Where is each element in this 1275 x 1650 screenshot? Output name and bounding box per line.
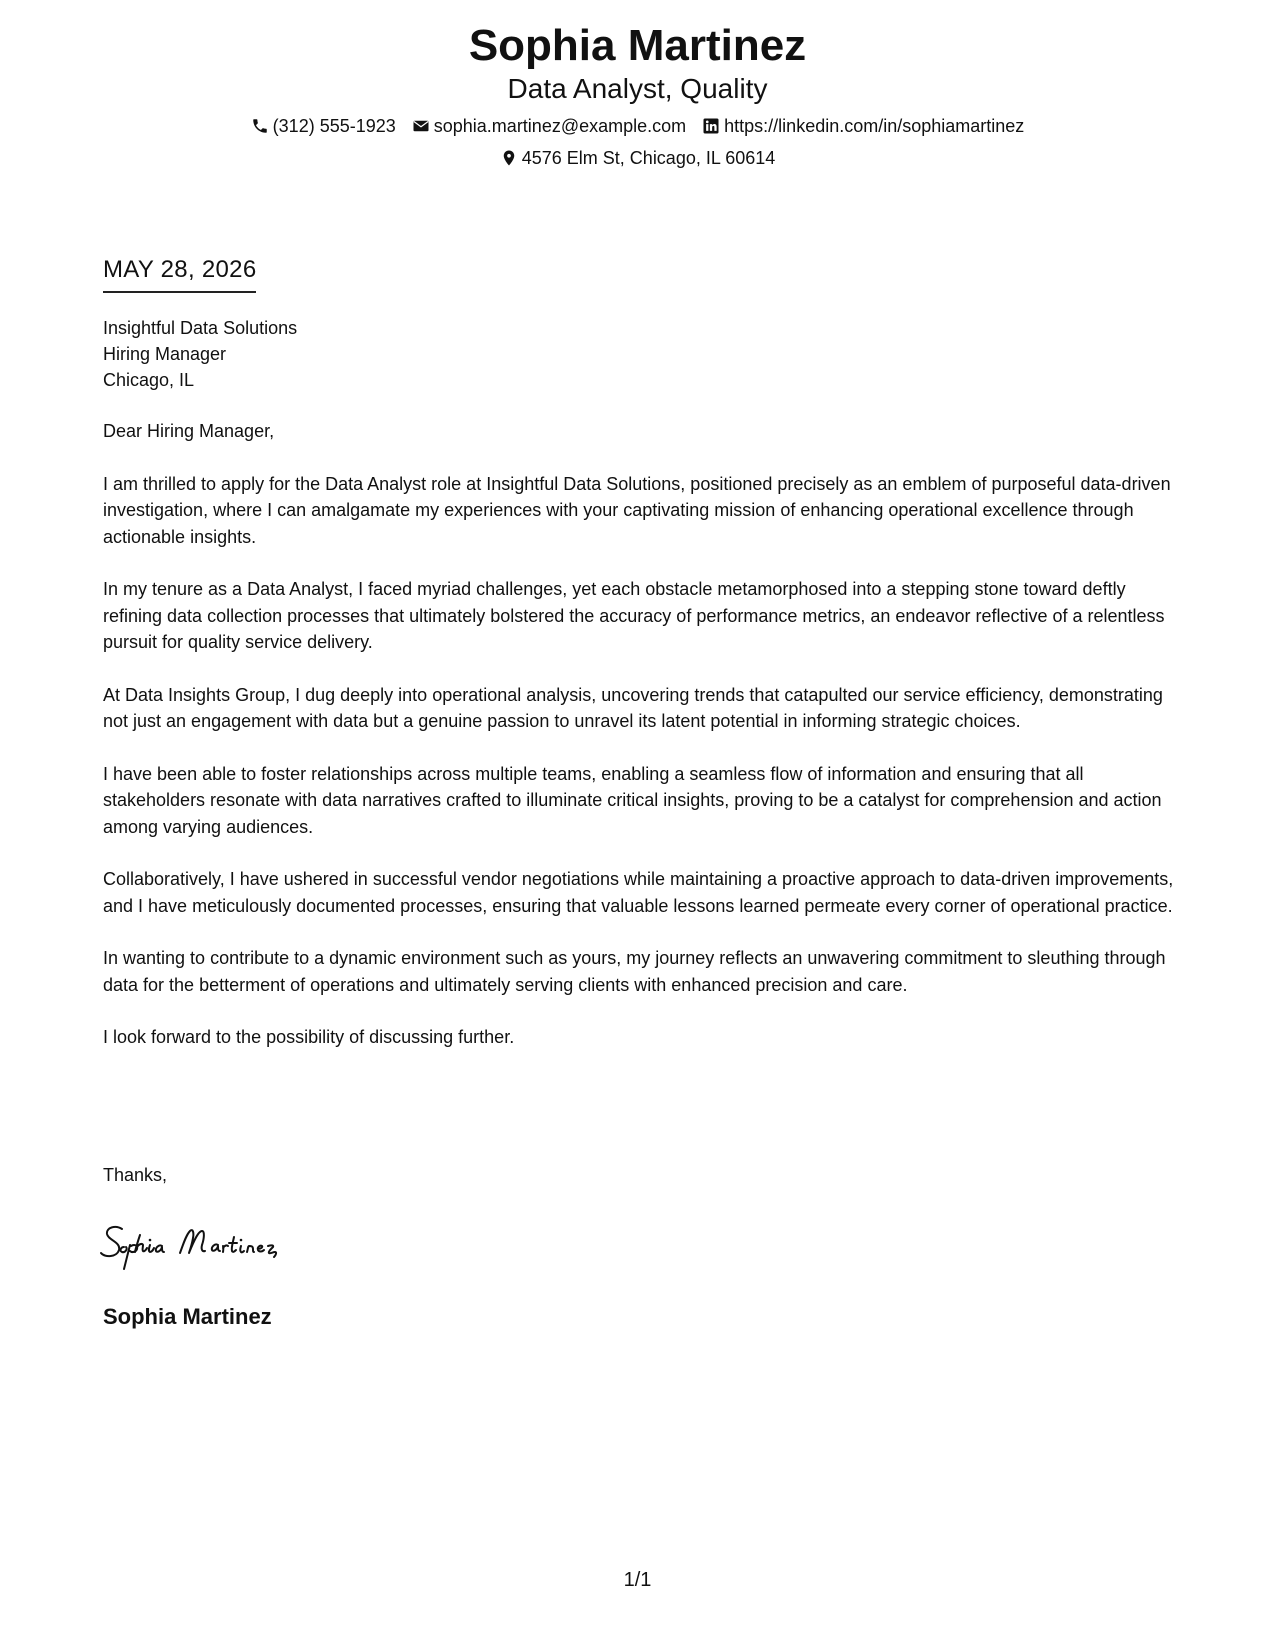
salutation: Dear Hiring Manager, <box>103 421 275 441</box>
contact-phone <box>251 114 396 138</box>
address-text: 4576 Elm St, Chicago, IL 60614 <box>521 148 776 168</box>
applicant-title: Data Analyst, Quality <box>507 73 768 104</box>
body-paragraph: I have been able to foster relationships across multiple teams, enabling a seamless flow of information and ensuring that all stakeholders resonate with data narratives crafted to illuminate critical insights, proving to be a catalyst for comprehension and action among varying audiences. <box>103 763 1162 837</box>
body-paragraph: In my tenure as a Data Analyst, I faced myriad challenges, yet each obstacle metamorphosed into a stepping stone toward deftly refining data collection processes that ultimately bolstered the accuracy of performance metrics, an endeavor reflective of a relentless pursuit for quality service delivery. <box>103 579 1165 652</box>
body-paragraph: In wanting to contribute to a dynamic environment such as yours, my journey reflects an unwavering commitment to sleuthing through data for the betterment of operations and ultimately serving clients with enhanced precision and care. <box>103 948 1166 995</box>
email-text: sophia.martinez@example.com <box>433 116 687 136</box>
envelope-icon <box>412 117 430 135</box>
contact-email[interactable] <box>412 114 686 138</box>
recipient-block <box>103 315 297 393</box>
phone-text: (312) 555-1923 <box>272 116 396 136</box>
linkedin-text: https://linkedin.com/in/sophiamartinez <box>724 116 1025 136</box>
address-row <box>0 146 1275 170</box>
linkedin-icon <box>702 117 720 135</box>
letter-body <box>103 418 1178 1077</box>
recipient-location: Chicago, IL <box>103 370 195 390</box>
letter-header <box>0 20 1275 170</box>
letter-date: MAY 28, 2026 <box>103 255 256 293</box>
closing: Thanks, <box>103 1165 168 1185</box>
phone-icon <box>251 117 269 135</box>
body-paragraph: I am thrilled to apply for the Data Analyst role at Insightful Data Solutions, positioned precisely as an emblem of purposeful data-driven investigation, where I can amalgamate my experiences with your captivating mission of enhancing operational excellence through actionable insights. <box>103 473 1171 547</box>
body-paragraph: At Data Insights Group, I dug deeply into operational analysis, uncovering trends that catapulted our service efficiency, demonstrating not just an engagement with data but a genuine passion to unravel its latent potential in informing strategic choices. <box>103 684 1163 731</box>
signer-name: Sophia Martinez <box>103 1304 272 1329</box>
contact-linkedin[interactable] <box>702 114 1024 138</box>
recipient-role: Hiring Manager <box>103 344 227 364</box>
body-paragraph: Collaboratively, I have ushered in successful vendor negotiations while maintaining a proactive approach to data-driven improvements, and I have meticulously documented processes, ensuring that valuable lessons learned permeate every corner of operational practice. <box>103 869 1174 916</box>
map-pin-icon <box>500 149 518 167</box>
contact-row <box>0 114 1275 138</box>
page-number: 1/1 <box>623 1569 652 1591</box>
contact-address <box>500 146 776 170</box>
recipient-company: Insightful Data Solutions <box>103 318 298 338</box>
handwritten-signature <box>100 1215 370 1275</box>
body-paragraph: I look forward to the possibility of discussing further. <box>103 1027 515 1047</box>
applicant-name: Sophia Martinez <box>468 21 807 70</box>
